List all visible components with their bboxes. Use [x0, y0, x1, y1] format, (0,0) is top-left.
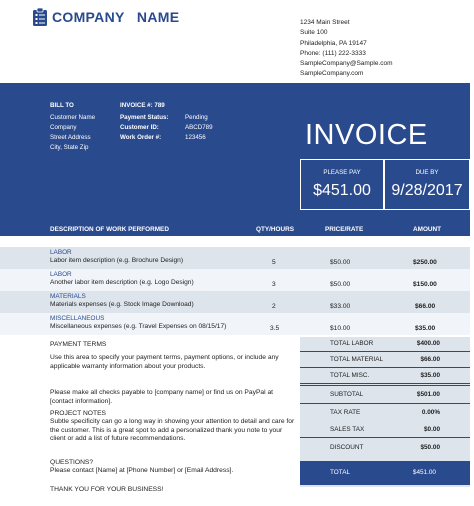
grand-total-bar — [300, 461, 470, 485]
customer-id-label: Customer ID: — [120, 124, 159, 131]
item-qty: 5 — [272, 259, 276, 266]
invoice-number-value: 789 — [154, 102, 165, 109]
invoice-title: INVOICE — [305, 119, 428, 151]
due-by-label: DUE BY — [415, 169, 439, 176]
invoice-number — [120, 102, 165, 109]
item-qty: 2 — [272, 303, 276, 310]
total-misc-label: TOTAL MISC. — [330, 372, 370, 379]
totals-divider — [300, 351, 470, 352]
please-pay-label: PLEASE PAY — [323, 169, 361, 176]
project-notes-text: Subtle specificity can go a long way in showing your attention to detail and care for the customer. This is a great spot to add a personalized thank you note to your client or add a list of future recommendations. — [50, 418, 295, 443]
totals-divider — [300, 367, 470, 368]
subtotal-value: $501.00 — [416, 391, 440, 398]
total-labor-value: $400.00 — [416, 340, 440, 347]
project-notes-heading: PROJECT NOTES — [50, 410, 106, 417]
address-phone: Phone: (111) 222-3333 — [300, 49, 366, 57]
company-name: COMPANY NAME — [52, 9, 180, 25]
column-price: PRICE/RATE — [325, 226, 364, 233]
item-price: $10.00 — [330, 325, 351, 332]
total-material-label: TOTAL MATERIAL — [330, 356, 384, 363]
item-qty: 3.5 — [270, 325, 280, 332]
address-suite: Suite 100 — [300, 29, 328, 37]
invoice-number-label: INVOICE #: — [120, 102, 153, 109]
tax-rate-value: 0.00% — [421, 409, 440, 416]
column-qty: QTY/HOURS — [256, 226, 294, 233]
item-amount: $35.00 — [415, 325, 436, 332]
column-description: DESCRIPTION OF WORK PERFORMED — [50, 226, 169, 233]
total-misc-value: $35.00 — [420, 372, 440, 379]
due-by-box — [384, 159, 470, 210]
column-amount: AMOUNT — [413, 226, 442, 233]
questions-heading: QUESTIONS? — [50, 459, 94, 466]
thank-you-message: THANK YOU FOR YOUR BUSINESS! — [50, 486, 164, 493]
bill-to-customer: Customer Name — [50, 114, 96, 121]
discount-value: $50.00 — [420, 444, 440, 451]
total-labor-label: TOTAL LABOR — [330, 340, 374, 347]
item-description: Miscellaneous expenses (e.g. Travel Expenses on 08/15/17) — [50, 323, 227, 330]
item-category: MATERIALS — [50, 293, 86, 300]
questions-text: Please contact [Name] at [Phone Number] or [Email Address]. — [50, 467, 234, 474]
discount-label: DISCOUNT — [330, 444, 364, 451]
tax-rate-label: TAX RATE — [330, 409, 361, 416]
item-description: Another labor item description (e.g. Logo Design) — [50, 279, 194, 286]
customer-id-value: ABCD789 — [185, 124, 213, 131]
grand-total-label: TOTAL — [330, 469, 351, 476]
item-amount: $66.00 — [415, 303, 436, 310]
bill-to-label: BILL TO — [50, 102, 74, 109]
payable-note: Please make all checks payable to [company name] or find us on PayPal at [contact information]. — [50, 389, 274, 405]
item-category: LABOR — [50, 249, 72, 256]
totals-divider — [300, 383, 470, 384]
item-qty: 3 — [272, 281, 276, 288]
item-amount: $250.00 — [413, 259, 437, 266]
payment-terms-text: Use this area to specify your payment terms, payment options, or include any applicable warranty information about your products. — [50, 354, 279, 370]
item-amount: $150.00 — [413, 281, 437, 288]
payment-status-value: Pending — [185, 114, 208, 121]
work-order-value: 123456 — [185, 134, 206, 141]
bill-to-company: Company — [50, 124, 77, 131]
address-website: SampleCompany.com — [300, 70, 364, 78]
bill-to-street: Street Address — [50, 134, 91, 141]
item-price: $50.00 — [330, 259, 351, 266]
address-email: SampleCompany@Sample.com — [300, 60, 393, 68]
due-by-value: 9/28/2017 — [391, 182, 463, 199]
bill-to-city: City, State Zip — [50, 144, 89, 151]
item-description: Materials expenses (e.g. Stock Image Download) — [50, 301, 194, 308]
please-pay-value: $451.00 — [313, 182, 371, 199]
payment-terms-heading: PAYMENT TERMS — [50, 341, 107, 348]
item-price: $50.00 — [330, 281, 351, 288]
totals-divider — [300, 403, 470, 404]
totals-divider — [300, 437, 470, 438]
address-street: 1234 Main Street — [300, 19, 350, 26]
clipboard-icon — [32, 8, 48, 26]
please-pay-box — [300, 159, 384, 210]
item-price: $33.00 — [330, 303, 351, 310]
item-description: Labor item description (e.g. Brochure Design) — [50, 257, 184, 264]
address-city: Philadelphia, PA 19147 — [300, 39, 367, 47]
work-order-label: Work Order #: — [120, 134, 162, 141]
payment-terms-heading-clipped — [50, 341, 296, 350]
item-category: LABOR — [50, 271, 72, 278]
total-material-value: $66.00 — [420, 356, 440, 363]
company-address — [300, 18, 393, 80]
sales-tax-value: $0.00 — [424, 426, 440, 433]
item-category: MISCELLANEOUS — [50, 315, 105, 322]
grand-total-value: $451.00 — [412, 469, 436, 476]
sales-tax-label: SALES TAX — [330, 426, 365, 433]
subtotal-label: SUBTOTAL — [330, 391, 364, 398]
payment-status-label: Payment Status: — [120, 114, 169, 121]
totals-divider — [300, 385, 470, 386]
